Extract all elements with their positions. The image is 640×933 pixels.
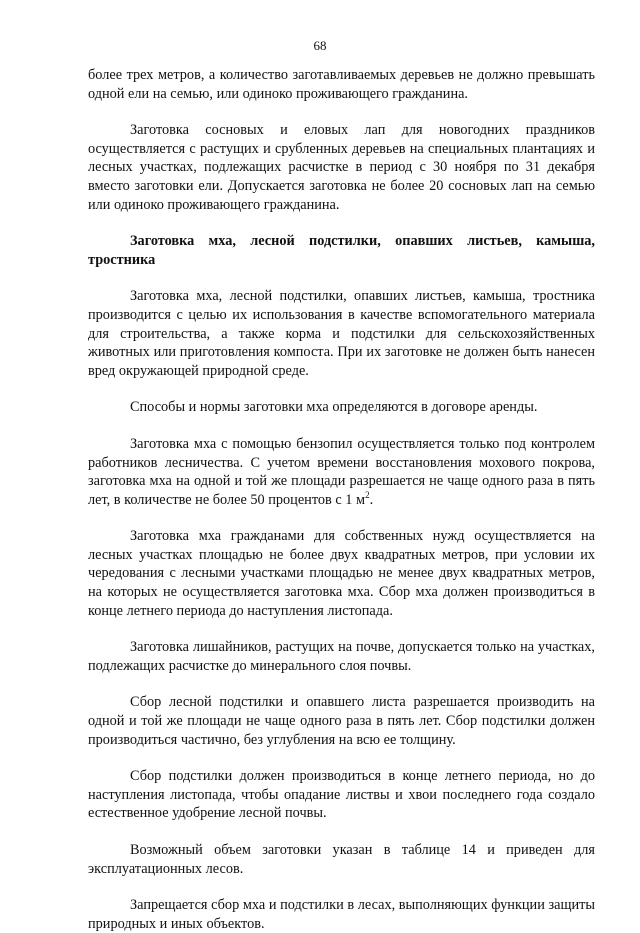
paragraph: Сбор подстилки должен производиться в конце летнего периода, но до наступления листопада, чтобы опадание листвы и хвои последнего года создало естественное удобрение лесной почвы.: [88, 768, 595, 822]
paragraph: более трех метров, а количество заготавливаемых деревьев не должно превышать одной ели на семью, или одиноко проживающего гражданина.: [88, 67, 595, 102]
superscript: 2: [365, 489, 370, 500]
paragraph: Заготовка мха гражданами для собственных нужд осуществляется на лесных участках площадью не более двух квадратных метров, при условии их чередования с лесными участками площадью не менее двух квадратных метров, на которых не осуществляется заготовка мха. Сбор мха должен производиться в конце летнего периода до наступления листопада.: [88, 528, 595, 619]
paragraph-text: Заготовка мха с помощью бензопил осуществляется только под контролем работников лесничества. С учетом времени восстановления мохового покрова, заготовка мха на одной и той же площади разрешается не чаще одного раза в пять лет, в количестве не более 50 процентов с 1 м: [88, 435, 595, 508]
paragraph: Сбор лесной подстилки и опавшего листа разрешается производить на одной и той же площади не чаще одного раза в пять лет. Сбор подстилки должен производиться частично, без углубления на всю ее толщину.: [88, 694, 595, 748]
document-body: [88, 66, 595, 933]
paragraph: Запрещается сбор мха и подстилки в лесах, выполняющих функции защиты природных и иных объектов.: [88, 897, 595, 932]
paragraph: Заготовка лишайников, растущих на почве, допускается только на участках, подлежащих расчистке до минерального слоя почвы.: [88, 639, 595, 674]
section-heading: Заготовка мха, лесной подстилки, опавших листьев, камыша, тростника: [88, 233, 595, 268]
page-number: 68: [313, 38, 327, 53]
paragraph: [88, 435, 595, 509]
paragraph: Способы и нормы заготовки мха определяются в договоре аренды.: [130, 399, 538, 416]
paragraph: Возможный объем заготовки указан в таблице 14 и приведен для эксплуатационных лесов.: [88, 842, 595, 877]
paragraph-end: .: [369, 491, 374, 508]
paragraph: Заготовка сосновых и еловых лап для новогодних праздников осуществляется с растущих и срубленных деревьев на специальных плантациях и лесных участках, подлежащих расчистке в период с 30 ноября по 31 декабря вместо заготовки ели. Допускается заготовка не более 20 сосновых лап на семью или одиноко проживающего гражданина.: [88, 122, 595, 213]
paragraph: Заготовка мха, лесной подстилки, опавших листьев, камыша, тростника производится с целью их использования в качестве вспомогательного материала для строительства, а также корма и подстилки для сельскохозяйственных животных или приготовления компоста. При их заготовке не должен быть нанесен вред окружающей природной среде.: [88, 288, 595, 379]
